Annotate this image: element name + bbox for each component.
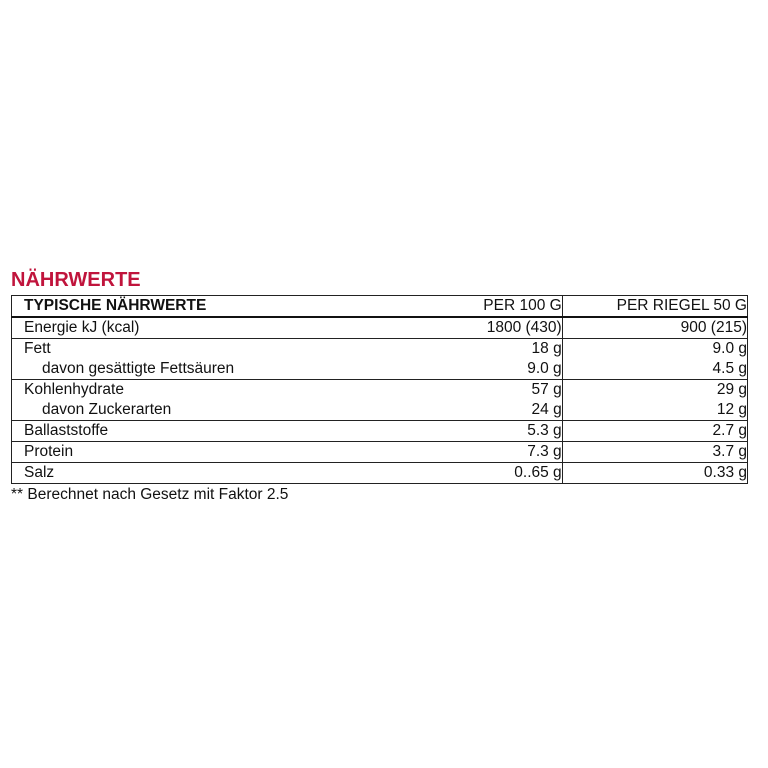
table-row xyxy=(12,359,748,380)
table-row xyxy=(12,463,748,484)
footnote: ** Berechnet nach Gesetz mit Faktor 2.5 xyxy=(11,486,289,503)
table-header-row xyxy=(12,296,748,318)
row-per-riegel: 2.7 g xyxy=(562,421,747,442)
header-per-riegel: PER RIEGEL 50 G xyxy=(562,296,747,318)
row-per-riegel: 12 g xyxy=(562,400,747,421)
nutrition-table xyxy=(11,295,748,484)
row-name: Ballaststoffe xyxy=(12,421,386,442)
table-row xyxy=(12,317,748,339)
row-name: Energie kJ (kcal) xyxy=(12,317,386,339)
row-name: Kohlenhydrate xyxy=(12,380,386,401)
row-per-riegel: 3.7 g xyxy=(562,442,747,463)
row-per-100: 5.3 g xyxy=(386,421,562,442)
row-name: Salz xyxy=(12,463,386,484)
table-row xyxy=(12,400,748,421)
row-per-100: 24 g xyxy=(386,400,562,421)
row-per-riegel: 9.0 g xyxy=(562,339,747,360)
row-name: Protein xyxy=(12,442,386,463)
table-body xyxy=(12,317,748,484)
row-per-100: 57 g xyxy=(386,380,562,401)
row-per-100: 9.0 g xyxy=(386,359,562,380)
row-per-100: 18 g xyxy=(386,339,562,360)
row-name: Fett xyxy=(12,339,386,360)
row-name: davon Zuckerarten xyxy=(12,400,386,421)
table-row xyxy=(12,442,748,463)
row-per-riegel: 0.33 g xyxy=(562,463,747,484)
page-title: NÄHRWERTE xyxy=(11,269,141,291)
table-row xyxy=(12,380,748,401)
row-per-riegel: 900 (215) xyxy=(562,317,747,339)
header-per-100: PER 100 G xyxy=(386,296,562,318)
row-per-riegel: 4.5 g xyxy=(562,359,747,380)
table-row xyxy=(12,339,748,360)
row-per-100: 1800 (430) xyxy=(386,317,562,339)
table-row xyxy=(12,421,748,442)
row-name: davon gesättigte Fettsäuren xyxy=(12,359,386,380)
table-header xyxy=(12,296,748,318)
row-per-100: 0..65 g xyxy=(386,463,562,484)
header-name: TYPISCHE NÄHRWERTE xyxy=(12,296,386,318)
row-per-100: 7.3 g xyxy=(386,442,562,463)
row-per-riegel: 29 g xyxy=(562,380,747,401)
